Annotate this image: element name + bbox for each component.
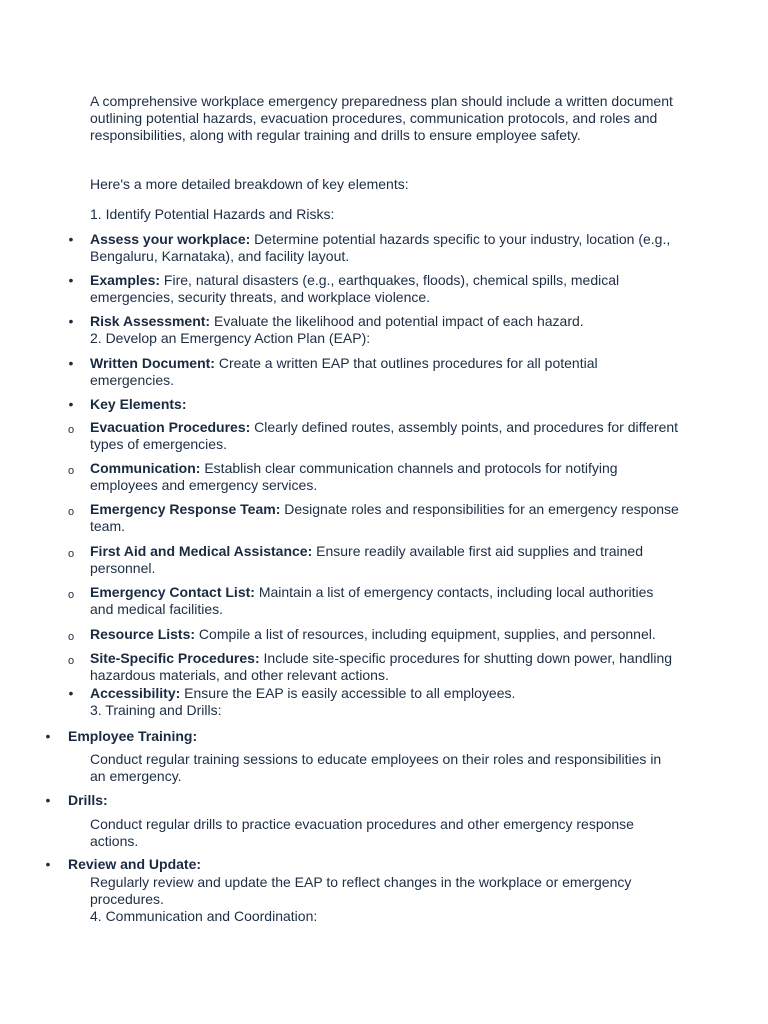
bullet-icon — [66, 396, 76, 413]
item-text: Establish clear communication channels and protocols for notifying employees and emergency services. — [90, 460, 618, 493]
item-label: Site-Specific Procedures: — [90, 650, 260, 666]
section-1-heading: 1. Identify Potential Hazards and Risks: — [90, 206, 335, 222]
item-text: Ensure the EAP is easily accessible to all employees. — [180, 685, 516, 701]
sub-list-item — [90, 501, 680, 535]
bullet-icon — [66, 231, 76, 248]
list-item-label — [68, 856, 678, 873]
list-item-label — [68, 792, 678, 809]
item-label: Risk Assessment: — [90, 313, 211, 329]
section-2-heading: 2. Develop an Emergency Action Plan (EAP): — [90, 330, 371, 346]
sub-list-item — [90, 626, 680, 643]
circle-bullet-icon — [66, 420, 76, 439]
sub-list-item — [90, 419, 680, 453]
section-4-heading: 4. Communication and Coordination: — [90, 908, 318, 924]
item-label: Emergency Response Team: — [90, 501, 281, 517]
bullet-icon — [43, 856, 53, 873]
item-label: Communication: — [90, 460, 201, 476]
item-text: Ensure readily available first aid supplies and trained personnel. — [90, 543, 643, 576]
item-label: Assess your workplace: — [90, 231, 251, 247]
list-item — [90, 355, 680, 389]
list-item-text: Regularly review and update the EAP to reflect changes in the workplace or emergency procedures. — [90, 874, 632, 907]
section-3-heading: 3. Training and Drills: — [90, 702, 222, 718]
bullet-icon — [43, 792, 53, 809]
bullet-icon — [66, 685, 76, 702]
item-label: Employee Training: — [68, 728, 198, 744]
item-text: Create a written EAP that outlines procedures for all potential emergencies. — [90, 355, 598, 388]
circle-bullet-icon — [66, 461, 76, 480]
item-text: Clearly defined routes, assembly points, and procedures for different types of emergencies. — [90, 419, 679, 452]
list-item — [90, 685, 680, 702]
list-item-text: Conduct regular training sessions to educate employees on their roles and responsibilities in an emergency. — [90, 751, 662, 784]
item-text: Compile a list of resources, including equipment, supplies, and personnel. — [195, 626, 656, 642]
item-text: Include site-specific procedures for shutting down power, handling hazardous materials, and other relevant actions. — [90, 650, 673, 683]
breakdown-paragraph: Here's a more detailed breakdown of key elements: — [90, 176, 409, 192]
bullet-icon — [43, 728, 53, 745]
bullet-icon — [66, 272, 76, 289]
item-label: Review and Update: — [68, 856, 202, 872]
item-label: Resource Lists: — [90, 626, 196, 642]
item-label: Accessibility: — [90, 685, 181, 701]
item-text: Evaluate the likelihood and potential impact of each hazard. — [210, 313, 584, 329]
sub-list-item — [90, 543, 680, 577]
item-text: Fire, natural disasters (e.g., earthquakes, floods), chemical spills, medical emergencies, security threats, and workplace violence. — [90, 272, 620, 305]
circle-bullet-icon — [66, 651, 76, 670]
item-label: Examples: — [90, 272, 161, 288]
item-label: First Aid and Medical Assistance: — [90, 543, 313, 559]
item-text: Designate roles and responsibilities for an emergency response team. — [90, 501, 679, 534]
circle-bullet-icon — [66, 502, 76, 521]
intro-paragraph: A comprehensive workplace emergency preparedness plan should include a written document outlining potential hazards, evacuation procedures, communication protocols, and roles and responsibilities, along with regular training and drills to ensure employee safety. — [90, 93, 673, 143]
circle-bullet-icon — [66, 544, 76, 563]
sub-list-item — [90, 650, 680, 684]
list-item — [90, 313, 680, 330]
item-label: Drills: — [68, 792, 108, 808]
bullet-icon — [66, 355, 76, 372]
item-label: Evacuation Procedures: — [90, 419, 251, 435]
list-item — [90, 231, 680, 265]
list-item-text: Conduct regular drills to practice evacuation procedures and other emergency response actions. — [90, 816, 634, 849]
item-label: Emergency Contact List: — [90, 584, 255, 600]
item-text: Maintain a list of emergency contacts, including local authorities and medical facilities. — [90, 584, 654, 617]
item-label: Key Elements: — [90, 396, 187, 412]
list-item — [90, 272, 680, 306]
sub-list-item — [90, 460, 680, 494]
list-item — [90, 396, 680, 413]
bullet-icon — [66, 313, 76, 330]
sub-list-item — [90, 584, 680, 618]
circle-bullet-icon — [66, 585, 76, 604]
circle-bullet-icon — [66, 627, 76, 646]
list-item-label — [68, 728, 678, 745]
item-label: Written Document: — [90, 355, 215, 371]
item-text: Determine potential hazards specific to your industry, location (e.g., Bengaluru, Karnataka), and facility layout. — [90, 231, 671, 264]
